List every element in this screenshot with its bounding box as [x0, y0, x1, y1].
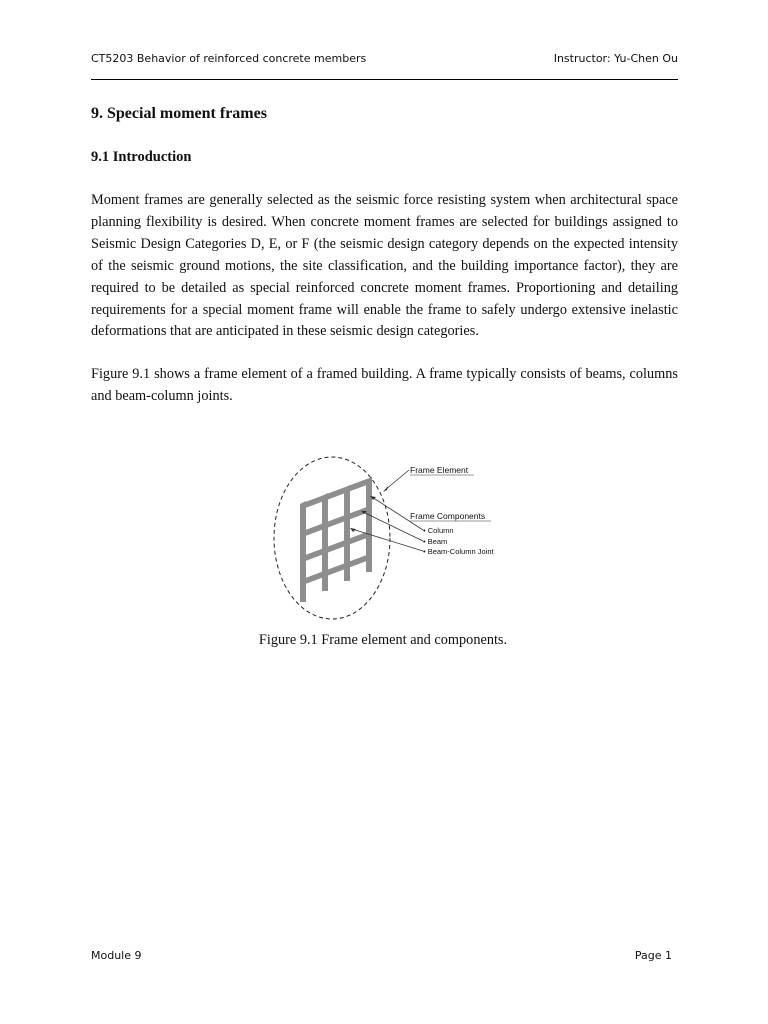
frame-structure — [300, 477, 372, 602]
instructor-name: Instructor: Yu-Chen Ou — [553, 52, 678, 65]
section-title: 9. Special moment frames — [91, 105, 267, 122]
module-label: Module 9 — [91, 949, 142, 962]
frame-figure — [260, 452, 520, 627]
beam-level-3 — [300, 505, 372, 538]
label-beam-column-joint: • Beam-Column Joint — [423, 547, 494, 556]
label-frame-components: Frame Components — [410, 511, 486, 521]
label-frame-element: Frame Element — [410, 465, 469, 475]
paragraph-intro: Moment frames are generally selected as the seismic force resisting system when architectural space planning flexibility is desired. When concrete moment frames are selected for buildings assigned to Seismic Design Categories D, E, or F (the seismic design category depends on the expected intensity of the seismic ground motions, the site classification, and the building importance factor), they are required to be detailed as special reinforced concrete moment frames. Proportioning and detailing requirements for a special moment frame will enable the frame to safely undergo extensive inelastic deformations that are anticipated in these seismic design categories. — [91, 192, 678, 340]
label-beam: • Beam — [423, 537, 448, 546]
course-title: CT5203 Behavior of reinforced concrete members — [91, 52, 367, 65]
label-column: • Column — [423, 526, 454, 535]
frame-element-outline — [274, 457, 390, 619]
page-footer — [91, 947, 672, 967]
figure-caption-text: Figure 9.1 Frame element and components. — [258, 632, 508, 648]
main-content — [91, 104, 678, 408]
column-1 — [300, 501, 306, 602]
subsection-title: 9.1 Introduction — [91, 149, 192, 165]
frame-diagram — [260, 452, 520, 627]
beam-roof — [300, 477, 372, 510]
leader-joint — [352, 529, 423, 551]
page-number: Page 1 — [634, 949, 672, 962]
figure-caption — [0, 630, 768, 650]
leader-frame-element — [385, 470, 409, 490]
paragraph-figure-ref: Figure 9.1 shows a frame element of a framed building. A frame typically consists of beams, columns and beam-column joints. — [91, 366, 678, 405]
page-header — [91, 50, 678, 80]
